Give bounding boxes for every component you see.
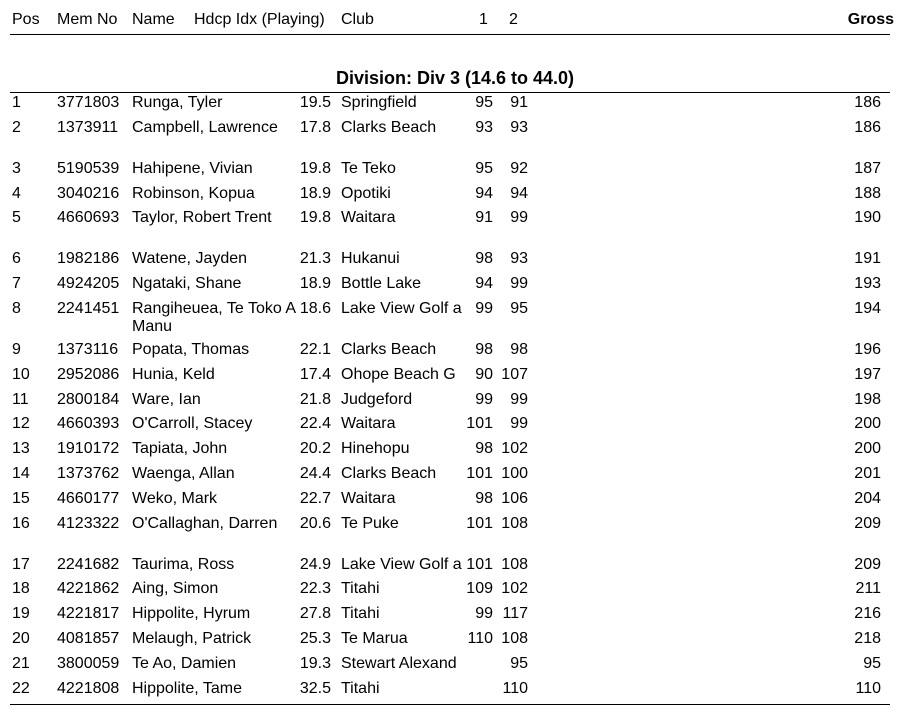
row-club: Te Marua [341,629,408,647]
table-row [0,490,910,515]
row-hdcp: 21.3 [299,250,331,268]
row-round-2: 93 [510,118,528,136]
row-round-1: 95 [475,94,493,111]
row-gross: 216 [854,605,881,623]
row-club: Hukanui [341,250,400,268]
row-pos: 19 [12,605,30,623]
row-round-1: 101 [466,514,493,532]
row-club: Titahi [341,605,380,623]
row-club: Stewart Alexand [341,654,457,672]
row-mem-no: 4221817 [57,605,120,623]
row-pos: 2 [12,118,21,136]
row-mem-no: 3800059 [57,654,120,672]
row-mem-no: 4660177 [57,489,120,507]
row-club: Waitara [341,415,396,433]
row-name: Campbell, Lawrence [132,118,278,136]
header-name: Name [132,11,175,28]
row-round-2: 99 [510,390,528,408]
row-round-2: 100 [501,464,528,482]
row-round-1: 95 [475,159,493,177]
row-gross: 209 [854,514,881,532]
row-pos: 8 [12,299,21,317]
row-name: Hippolite, Tame [132,679,242,697]
row-name: O'Callaghan, Darren [132,514,278,532]
row-pos: 10 [12,365,30,383]
footer-divider [10,704,890,705]
row-name: Watene, Jayden [132,250,248,268]
table-row [0,341,910,366]
row-pos: 15 [12,489,30,507]
row-round-1: 98 [475,250,493,268]
table-row [0,605,910,630]
row-club: Ohope Beach G [341,365,456,383]
row-name: Taurima, Ross [132,555,235,573]
row-name: Taylor, Robert Trent [132,209,272,227]
header-mem-no: Mem No [57,11,118,28]
row-gross: 197 [854,365,881,383]
row-pos: 22 [12,679,30,697]
row-round-1: 91 [475,209,493,227]
row-mem-no: 1373762 [57,464,120,482]
row-gross: 200 [854,440,881,458]
table-row [0,556,910,581]
table-row [0,465,910,490]
row-mem-no: 4221862 [57,580,120,598]
row-pos: 13 [12,440,30,458]
row-round-2: 98 [510,340,528,358]
row-mem-no: 4660693 [57,209,120,227]
row-pos: 1 [12,94,21,111]
row-round-2: 108 [501,514,528,532]
row-hdcp: 27.8 [299,605,331,623]
table-row [0,580,910,605]
row-hdcp: 22.3 [299,580,331,598]
row-club: Te Teko [341,159,396,177]
row-mem-no: 1373116 [57,340,119,358]
row-round-1: 90 [475,365,493,383]
row-club: Hinehopu [341,440,410,458]
row-round-2: 102 [501,440,528,458]
table-row [0,391,910,416]
row-mem-no: 2952086 [57,365,120,383]
row-club: Clarks Beach [341,340,437,358]
row-round-1: 109 [466,580,493,598]
row-hdcp: 19.8 [299,209,331,227]
row-name: Ware, Ian [132,390,201,408]
row-gross: 187 [854,159,881,177]
row-pos: 5 [12,209,21,227]
row-hdcp: 18.9 [299,275,331,293]
row-club: Opotiki [341,184,391,202]
row-gross: 95 [863,654,881,672]
row-hdcp: 22.4 [299,415,331,433]
row-club: Titahi [341,679,380,697]
table-row [0,415,910,440]
row-round-1: 98 [475,489,493,507]
row-name: Hippolite, Hyrum [132,605,251,623]
table-row [0,160,910,185]
row-gross: 188 [854,184,881,202]
row-club: Clarks Beach [341,118,437,136]
table-row [0,94,910,119]
row-club: Waitara [341,489,396,507]
row-pos: 3 [12,159,21,177]
row-name: O'Carroll, Stacey [132,415,253,433]
row-hdcp: 19.8 [299,159,331,177]
row-hdcp: 19.5 [299,94,331,111]
header-round-2: 2 [509,11,518,28]
row-pos: 16 [12,514,30,532]
row-gross: 204 [854,489,881,507]
table-row [0,366,910,391]
table-row [0,630,910,655]
row-hdcp: 25.3 [299,629,331,647]
header-gross: Gross [847,11,894,28]
row-round-1: 99 [475,299,493,317]
row-hdcp: 18.9 [299,184,331,202]
row-round-1: 110 [467,629,493,647]
row-pos: 12 [12,415,30,433]
row-round-2: 108 [501,629,528,647]
row-round-2: 108 [501,555,528,573]
row-gross: 209 [854,555,881,573]
row-pos: 9 [12,340,21,358]
row-round-1: 93 [475,118,493,136]
row-gross: 190 [854,209,881,227]
table-row [0,440,910,465]
row-hdcp: 20.2 [299,440,331,458]
row-round-2: 106 [501,489,528,507]
header-divider [10,34,890,35]
row-round-2: 117 [502,605,528,623]
row-hdcp: 19.3 [299,654,331,672]
row-name: Weko, Mark [132,489,218,507]
row-name: Runga, Tyler [132,94,223,111]
row-name: Tapiata, John [132,440,228,458]
division-divider [10,92,890,93]
row-mem-no: 4660393 [57,415,120,433]
row-club: Judgeford [341,390,413,408]
table-row [0,655,910,680]
table-row [0,119,910,160]
row-pos: 14 [12,464,30,482]
row-round-1: 101 [466,464,493,482]
row-mem-no: 4221808 [57,679,120,697]
row-pos: 17 [12,555,30,573]
row-mem-no: 5190539 [57,159,120,177]
row-round-2: 92 [510,159,528,177]
row-gross: 186 [854,118,881,136]
column-header-row [0,10,910,32]
row-round-1: 101 [466,555,493,573]
row-round-1: 94 [475,275,493,293]
row-round-2: 95 [510,654,528,672]
row-club: Waitara [341,209,396,227]
row-round-2: 99 [510,415,528,433]
row-hdcp: 20.6 [299,514,331,532]
table-row [0,300,910,341]
row-hdcp: 21.8 [299,390,331,408]
row-round-2: 95 [510,299,528,317]
row-gross: 193 [854,275,881,293]
row-round-1: 99 [475,605,493,623]
results-table [0,94,910,704]
table-row [0,250,910,275]
row-gross: 218 [854,629,881,647]
table-row [0,680,910,705]
row-gross: 211 [855,580,881,598]
row-round-2: 99 [510,209,528,227]
row-mem-no: 1982186 [57,250,120,268]
row-round-2: 99 [510,275,528,293]
row-round-1: 99 [475,390,493,408]
row-club: Titahi [341,580,380,598]
row-mem-no: 2800184 [57,390,120,408]
row-pos: 7 [12,275,21,293]
division-title: Division: Div 3 (14.6 to 44.0) [335,68,575,88]
row-mem-no: 3040216 [57,184,120,202]
header-club: Club [341,11,374,28]
row-round-1: 101 [466,415,493,433]
row-gross: 191 [854,250,881,268]
table-row [0,275,910,300]
row-club: Clarks Beach [341,464,437,482]
row-name: Rangiheuea, Te Toko A Manu [132,299,296,335]
row-gross: 186 [854,94,881,111]
row-round-2: 94 [510,184,528,202]
row-round-2: 91 [510,94,528,111]
row-round-2: 93 [510,250,528,268]
row-name: Hunia, Keld [132,365,215,383]
row-hdcp: 18.6 [299,299,331,317]
row-pos: 20 [12,629,30,647]
row-pos: 21 [12,654,30,672]
row-mem-no: 2241682 [57,555,120,573]
row-gross: 110 [855,679,881,697]
row-club: Lake View Golf a [341,299,462,317]
row-hdcp: 17.8 [299,118,331,136]
row-hdcp: 32.5 [299,679,331,697]
row-name: Ngataki, Shane [132,275,242,293]
table-row [0,209,910,250]
row-name: Te Ao, Damien [132,654,237,672]
row-mem-no: 4123322 [57,514,120,532]
row-round-2: 110 [502,679,528,697]
header-hdcp: Hdcp Idx (Playing) [194,11,325,28]
row-name: Waenga, Allan [132,464,235,482]
row-round-1: 98 [475,340,493,358]
row-gross: 200 [854,415,881,433]
row-pos: 6 [12,250,21,268]
row-mem-no: 2241451 [57,299,120,317]
row-hdcp: 22.1 [299,340,331,358]
row-round-1: 94 [475,184,493,202]
row-round-2: 107 [501,365,528,383]
row-gross: 194 [854,299,881,317]
row-round-2: 102 [501,580,528,598]
row-name: Robinson, Kopua [132,184,255,202]
row-club: Springfield [341,94,417,111]
header-pos: Pos [12,11,40,28]
row-pos: 4 [12,184,21,202]
row-hdcp: 17.4 [299,365,331,383]
row-name: Popata, Thomas [132,340,250,358]
row-gross: 201 [854,464,881,482]
row-pos: 11 [12,390,29,408]
row-name: Melaugh, Patrick [132,629,252,647]
row-mem-no: 3771803 [57,94,120,111]
header-round-1: 1 [479,11,488,28]
row-mem-no: 1373911 [57,118,119,136]
row-hdcp: 24.9 [299,555,331,573]
row-club: Bottle Lake [341,275,422,293]
row-mem-no: 4081857 [57,629,120,647]
table-row [0,185,910,210]
row-name: Hahipene, Vivian [132,159,253,177]
row-hdcp: 24.4 [299,464,331,482]
row-gross: 196 [854,340,881,358]
row-gross: 198 [854,390,881,408]
row-hdcp: 22.7 [299,489,331,507]
row-club: Te Puke [341,514,399,532]
row-club: Lake View Golf a [341,555,462,573]
row-mem-no: 4924205 [57,275,120,293]
row-name: Aing, Simon [132,580,219,598]
row-pos: 18 [12,580,30,598]
row-round-1: 98 [475,440,493,458]
row-mem-no: 1910172 [57,440,120,458]
table-row [0,515,910,556]
